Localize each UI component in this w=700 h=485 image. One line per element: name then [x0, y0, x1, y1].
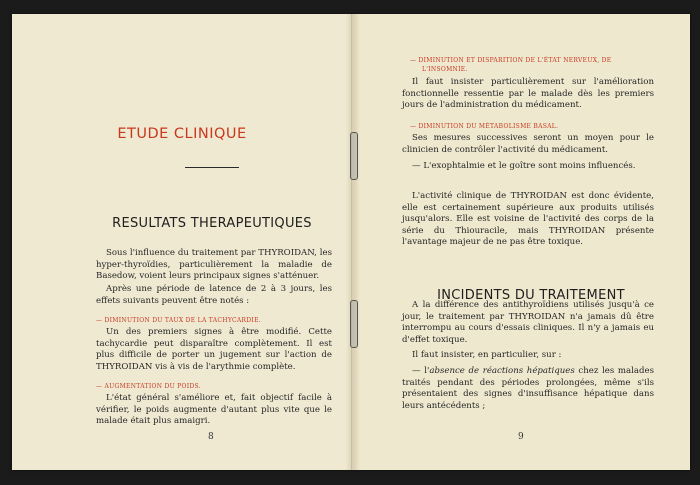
right-subheading-nervous-2: L'INSOMNIE. [422, 66, 468, 73]
results-heading: RESULTATS THERAPEUTIQUES [112, 216, 312, 231]
title-divider [185, 167, 239, 168]
right-paragraph-1: Il faut insister particulièrement sur l'amélioration fonctionnelle ressentie par le malade dès les premiers jours de l'administration du médicament. [402, 77, 654, 111]
staple-bottom [350, 300, 358, 348]
left-paragraph-1: Sous l'influence du traitement par THYROIDAN, les hyper-thyroïdies, particulièrement la maladie de Basedow, voient leurs principaux signes s'atténuer. [96, 248, 332, 282]
right-paragraph-4: L'activité clinique de THYROIDAN est donc évidente, elle est certainement supérieure aux produits utilisés jusqu'alors. Elle est voisine de l'activité des corps de la série du Thiouracile, mais THYROIDAN présente l'avantage majeur de ne pas être toxique. [402, 191, 654, 248]
page-number-left: 8 [208, 432, 214, 442]
page-number-right: 9 [518, 432, 524, 442]
booklet-spread [12, 14, 690, 470]
binding-gutter [346, 14, 360, 470]
p7-prefix: — l' [412, 366, 430, 376]
right-page [352, 14, 690, 470]
right-paragraph-5: A la différence des antithyroïdiens utilisés jusqu'à ce jour, le traitement par THYROIDAN n'a jamais dû être interrompu au cours d'essais cliniques. Il n'y a jamais eu d'effet toxique. [402, 300, 654, 345]
right-paragraph-7 [402, 366, 654, 412]
left-page [12, 14, 352, 470]
right-paragraph-2: Ses mesures successives seront un moyen pour le clinicien de contrôler l'activité du médicament. [402, 133, 654, 155]
right-subheading-nervous-1: — DIMINUTION ET DISPARITION DE L'ÉTAT NERVEUX, DE [410, 57, 612, 64]
right-paragraph-3: — L'exophtalmie et le goître sont moins influencés. [412, 161, 636, 171]
left-paragraph-3: Un des premiers signes à être modifié. Cette tachycardie peut disparaître complètement. Il est plus difficile de porter un jugement sur l'action de THYROIDAN vis à vis de l'arythmie complète. [96, 327, 332, 372]
right-paragraph-6: Il faut insister, en particulier, sur : [412, 350, 562, 360]
p7-italic: absence de réactions hépatiques [429, 366, 575, 376]
right-subheading-metabolism: — DIMINUTION DU MÉTABOLISME BASAL. [410, 123, 559, 130]
left-paragraph-4: L'état général s'améliore et, fait objectif facile à vérifier, le poids augmente d'autant plus vite que le malade était plus amaigri. [96, 393, 332, 427]
left-subheading-tachycardie: — DIMINUTION DU TAUX DE LA TACHYCARDIE. [96, 317, 261, 324]
p7-rest: chez les malades traités pendant des périodes prolongées, même s'ils présentaient des signes d'insuffisance hépatique dans leurs antécédents ; [402, 366, 654, 411]
section-title: ETUDE CLINIQUE [117, 126, 247, 142]
staple-top [350, 132, 358, 180]
left-subheading-poids: — AUGMENTATION DU POIDS. [96, 383, 201, 390]
incidents-heading: INCIDENTS DU TRAITEMENT [437, 288, 625, 303]
left-paragraph-2: Après une période de latence de 2 à 3 jours, les effets suivants peuvent être notés : [96, 284, 332, 306]
